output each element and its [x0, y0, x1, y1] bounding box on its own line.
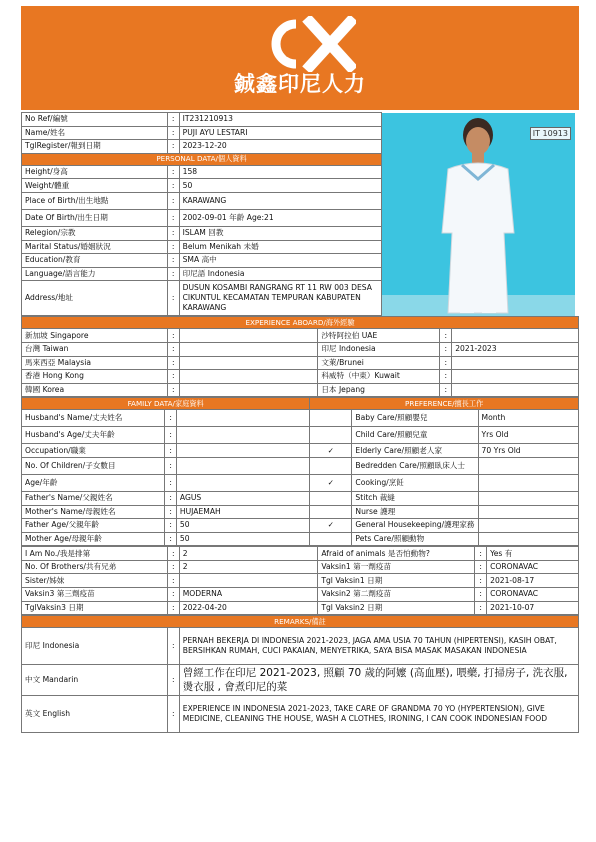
table-row: [22, 281, 382, 316]
country-value: [452, 383, 579, 397]
field-value: 50: [179, 179, 381, 193]
colon: :: [167, 356, 179, 370]
country-label: 科威特（中東）Kuwait: [318, 370, 440, 384]
field-label: Date Of Birth/出生日期: [22, 209, 168, 226]
table-row: [22, 474, 579, 491]
section-header: [22, 153, 382, 165]
section-title: PREFERENCE/擅長工作: [310, 398, 579, 410]
field-value: 2023-12-20: [179, 140, 381, 154]
misc-value: CORONAVAC: [487, 588, 579, 602]
family-value: 50: [176, 532, 309, 546]
misc-label: Tgl Vaksin1 日期: [318, 574, 475, 588]
check-mark: [310, 457, 352, 474]
country-value: [452, 356, 579, 370]
colon: :: [475, 588, 487, 602]
preference-value: Yrs Old: [478, 427, 578, 444]
colon: :: [167, 628, 179, 665]
family-value: AGUS: [176, 491, 309, 505]
misc-label: Afraid of animals 是否怕動物?: [318, 547, 475, 561]
preference-label: Pets Care/照顧動物: [352, 532, 478, 546]
table-row: [22, 179, 382, 193]
check-mark: [310, 505, 352, 519]
preference-value: [478, 491, 578, 505]
table-row: [22, 329, 579, 343]
misc-value: 2: [179, 560, 318, 574]
field-label: Relegion/宗教: [22, 226, 168, 240]
misc-label: TglVaksin3 日期: [22, 601, 168, 615]
field-label: TglRegister/報到日期: [22, 140, 168, 154]
family-value: 50: [176, 519, 309, 533]
check-mark: [310, 491, 352, 505]
family-value: [176, 474, 309, 491]
misc-label: Tgl Vaksin2 日期: [318, 601, 475, 615]
check-mark: ✓: [310, 519, 352, 533]
country-value: [452, 329, 579, 343]
family-label: Father's Name/父親姓名: [22, 491, 165, 505]
experience-table: [21, 316, 579, 397]
check-mark: [310, 410, 352, 427]
table-row: [22, 410, 579, 427]
colon: :: [167, 329, 179, 343]
colon: :: [165, 505, 176, 519]
check-mark: [310, 532, 352, 546]
preference-label: Nurse 護理: [352, 505, 478, 519]
preference-label: Stitch 裁縫: [352, 491, 478, 505]
check-mark: ✓: [310, 444, 352, 458]
misc-label: Vaksin2 第二劑疫苗: [318, 588, 475, 602]
table-row: [22, 113, 382, 127]
colon: :: [440, 370, 452, 384]
colon: :: [167, 383, 179, 397]
remark-text: EXPERIENCE IN INDONESIA 2021-2023, TAKE CARE OF GRANDMA 70 YO (HYPERTENSION), GIVE MEDICINE, CLEANING THE HOUSE, WASH A CLOTHES, IRONING, I CAN COOK INDONESIAN FOOD: [179, 696, 578, 733]
table-row: [22, 240, 382, 254]
table-row: [22, 560, 579, 574]
table-row: [22, 209, 382, 226]
family-value: [176, 444, 309, 458]
misc-value: 2021-08-17: [487, 574, 579, 588]
colon: :: [165, 427, 176, 444]
colon: :: [167, 140, 179, 154]
misc-value: 2: [179, 547, 318, 561]
table-row: [22, 547, 579, 561]
brand-name: 鋮鑫印尼人力: [234, 72, 366, 96]
table-row: [22, 574, 579, 588]
family-label: Mother's Name/母親姓名: [22, 505, 165, 519]
section-header: [22, 398, 579, 410]
preference-label: Child Care/照顧兒童: [352, 427, 478, 444]
colon: :: [475, 547, 487, 561]
table-row: [22, 532, 579, 546]
preference-label: General Housekeeping/護理家務: [352, 519, 478, 533]
colon: :: [475, 601, 487, 615]
colon: :: [167, 254, 179, 268]
colon: :: [165, 491, 176, 505]
family-label: Husband's Age/丈夫年齡: [22, 427, 165, 444]
field-label: No Ref/編號: [22, 113, 168, 127]
field-value: 2002-09-01 年齡 Age:21: [179, 209, 381, 226]
check-mark: ✓: [310, 474, 352, 491]
table-row: [22, 444, 579, 458]
field-label: Address/地址: [22, 281, 168, 316]
table-row: [22, 628, 579, 665]
preference-value: [478, 457, 578, 474]
field-value: SMA 高中: [179, 254, 381, 268]
colon: :: [167, 342, 179, 356]
country-value: 2021-2023: [452, 342, 579, 356]
misc-value: 2021-10-07: [487, 601, 579, 615]
table-row: [22, 519, 579, 533]
colon: :: [167, 281, 179, 316]
family-label: Mother Age/母親年齡: [22, 532, 165, 546]
section-title: PERSONAL DATA/個人資料: [22, 153, 382, 165]
field-label: Education/教育: [22, 254, 168, 268]
table-row: [22, 427, 579, 444]
colon: :: [167, 226, 179, 240]
colon: :: [475, 560, 487, 574]
family-label: Husband's Name/丈夫姓名: [22, 410, 165, 427]
table-row: [22, 601, 579, 615]
preference-label: Cooking/烹飪: [352, 474, 478, 491]
field-label: Weight/體重: [22, 179, 168, 193]
remark-label: 中文 Mandarin: [22, 665, 168, 696]
colon: :: [440, 342, 452, 356]
colon: :: [165, 457, 176, 474]
family-value: [176, 427, 309, 444]
misc-value: MODERNA: [179, 588, 318, 602]
section-header: [22, 317, 579, 329]
colon: :: [167, 370, 179, 384]
preference-value: Month: [478, 410, 578, 427]
country-label: 馬來西亞 Malaysia: [22, 356, 168, 370]
colon: :: [165, 444, 176, 458]
table-row: [22, 588, 579, 602]
table-row: [22, 226, 382, 240]
colon: :: [165, 532, 176, 546]
remarks-table: [21, 615, 579, 733]
colon: :: [167, 192, 179, 209]
table-row: [22, 356, 579, 370]
field-value: PUJI AYU LESTARI: [179, 126, 381, 140]
country-label: 新加坡 Singapore: [22, 329, 168, 343]
table-row: [22, 126, 382, 140]
country-label: 香港 Hong Kong: [22, 370, 168, 384]
cx-logo-icon: [266, 16, 356, 72]
misc-value: [179, 574, 318, 588]
misc-label: Sister/姊妹: [22, 574, 168, 588]
country-value: [179, 383, 318, 397]
table-row: [22, 383, 579, 397]
colon: :: [165, 474, 176, 491]
country-value: [179, 329, 318, 343]
colon: :: [440, 383, 452, 397]
table-row: [22, 254, 382, 268]
colon: :: [165, 519, 176, 533]
field-value: 印尼語 Indonesia: [179, 267, 381, 281]
remark-label: 英文 English: [22, 696, 168, 733]
country-label: 韓國 Korea: [22, 383, 168, 397]
preference-label: Baby Care/照顧嬰兒: [352, 410, 478, 427]
preference-value: [478, 505, 578, 519]
colon: :: [167, 126, 179, 140]
section-title: FAMILY DATA/家庭資料: [22, 398, 310, 410]
misc-label: Vaksin3 第三劑疫苗: [22, 588, 168, 602]
preference-value: [478, 474, 578, 491]
check-mark: [310, 427, 352, 444]
colon: :: [440, 329, 452, 343]
country-label: 台灣 Taiwan: [22, 342, 168, 356]
colon: :: [167, 696, 179, 733]
misc-label: No. Of Brothers/共有兄弟: [22, 560, 168, 574]
table-row: [22, 192, 382, 209]
country-label: 文萊/Brunei: [318, 356, 440, 370]
colon: :: [167, 113, 179, 127]
colon: :: [167, 209, 179, 226]
preference-value: [478, 532, 578, 546]
field-value: ISLAM 回教: [179, 226, 381, 240]
address-value: DUSUN KOSAMBI RANGRANG RT 11 RW 003 DESA CIKUNTUL KECAMATAN TEMPURAN KABUPATEN KARAWANG: [179, 281, 381, 316]
section-header: [22, 616, 579, 628]
table-row: [22, 505, 579, 519]
colon: :: [167, 267, 179, 281]
country-value: [179, 356, 318, 370]
misc-table: [21, 546, 579, 615]
colon: :: [167, 574, 179, 588]
table-row: [22, 491, 579, 505]
field-value: 158: [179, 165, 381, 179]
colon: :: [167, 601, 179, 615]
country-label: 日本 Jepang: [318, 383, 440, 397]
table-row: [22, 696, 579, 733]
family-label: Father Age/父親年齡: [22, 519, 165, 533]
info-table: [21, 112, 382, 316]
photo-tag: IT 10913: [530, 127, 571, 140]
family-label: Age/年齡: [22, 474, 165, 491]
field-label: Name/姓名: [22, 126, 168, 140]
colon: :: [167, 547, 179, 561]
country-value: [179, 370, 318, 384]
remark-text: 曾經工作在印尼 2021-2023, 照顧 70 歲的阿嬤 (高血壓), 喂藥, 打掃房子, 洗衣服, 燙衣服 , 會煮印尼的菜: [179, 665, 578, 696]
preference-label: Elderly Care/照顧老人家: [352, 444, 478, 458]
colon: :: [167, 665, 179, 696]
preference-value: [478, 519, 578, 533]
colon: :: [165, 410, 176, 427]
colon: :: [167, 165, 179, 179]
family-label: Occupation/職業: [22, 444, 165, 458]
field-value: Belum Menikah 未婚: [179, 240, 381, 254]
misc-value: 2022-04-20: [179, 601, 318, 615]
family-preference-table: [21, 397, 579, 546]
field-value: IT231210913: [179, 113, 381, 127]
section-title: EXPERIENCE ABOARD/海外經驗: [22, 317, 579, 329]
field-label: Place of Birth/出生地點: [22, 192, 168, 209]
table-row: [22, 165, 382, 179]
colon: :: [167, 560, 179, 574]
colon: :: [167, 179, 179, 193]
country-value: [179, 342, 318, 356]
table-row: [22, 267, 382, 281]
preference-value: 70 Yrs Old: [478, 444, 578, 458]
colon: :: [167, 240, 179, 254]
country-value: [452, 370, 579, 384]
field-label: Language/語言能力: [22, 267, 168, 281]
family-value: HUJAEMAH: [176, 505, 309, 519]
remark-label: 印尼 Indonesia: [22, 628, 168, 665]
remark-text: PERNAH BEKERJA DI INDONESIA 2021-2023, JAGA AMA USIA 70 TAHUN (HIPERTENSI), KASIH OBAT, BERSIHKAN RUMAH, CUCI PAKAIAN, MENYETRIKA, SAYA BISA MASAK MASAKAN INDONESIA: [179, 628, 578, 665]
table-row: [22, 342, 579, 356]
section-title: REMARKS/備註: [22, 616, 579, 628]
table-row: [22, 370, 579, 384]
field-label: Height/身高: [22, 165, 168, 179]
family-value: [176, 410, 309, 427]
header-banner: [21, 6, 579, 110]
misc-value: CORONAVAC: [487, 560, 579, 574]
family-value: [176, 457, 309, 474]
country-label: 沙特阿拉伯 UAE: [318, 329, 440, 343]
misc-label: Vaksin1 第一劑疫苗: [318, 560, 475, 574]
field-value: KARAWANG: [179, 192, 381, 209]
table-row: [22, 457, 579, 474]
table-row: [22, 665, 579, 696]
colon: :: [167, 588, 179, 602]
preference-label: Bedredden Care/照顧臥床人士: [352, 457, 478, 474]
country-label: 印尼 Indonesia: [318, 342, 440, 356]
colon: :: [475, 574, 487, 588]
table-row: [22, 140, 382, 154]
colon: :: [440, 356, 452, 370]
misc-value: Yes 有: [487, 547, 579, 561]
field-label: Marital Status/婚姻狀況: [22, 240, 168, 254]
misc-label: I Am No./我是排第: [22, 547, 168, 561]
family-label: No. Of Children/子女數目: [22, 457, 165, 474]
